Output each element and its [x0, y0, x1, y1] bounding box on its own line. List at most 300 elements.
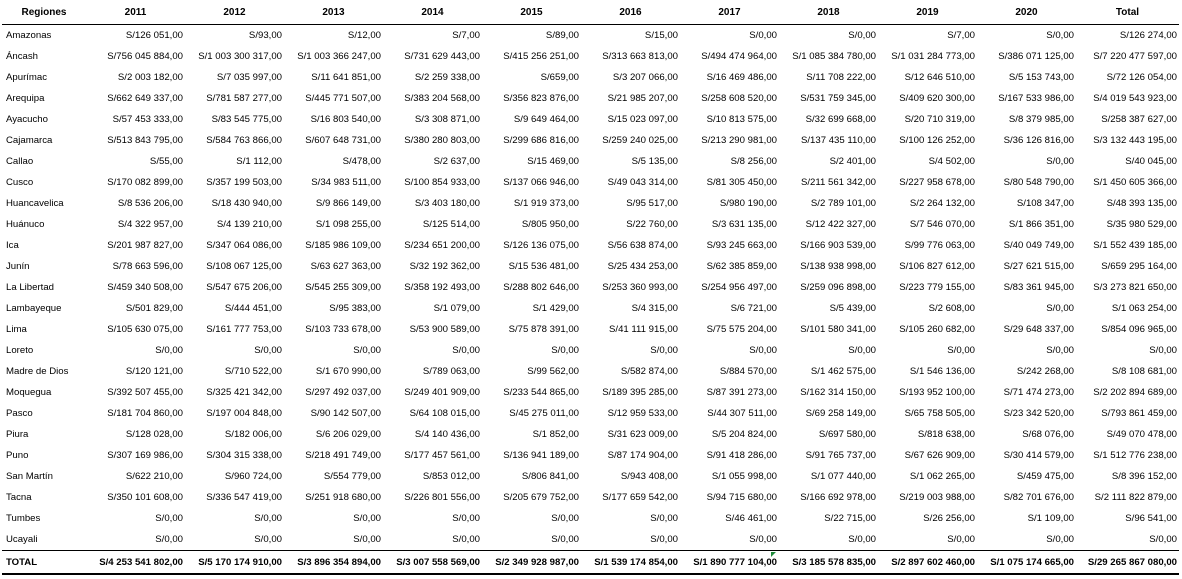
- value-cell[interactable]: S/1 109,00: [1027, 513, 1074, 524]
- value-cell[interactable]: S/34 983 511,00: [311, 177, 381, 188]
- value-cell[interactable]: S/459 475,00: [1016, 471, 1074, 482]
- value-cell[interactable]: S/234 651 200,00: [404, 240, 480, 251]
- value-cell[interactable]: S/254 956 497,00: [701, 282, 777, 293]
- value-cell[interactable]: S/227 958 678,00: [899, 177, 975, 188]
- value-cell[interactable]: S/662 649 337,00: [107, 93, 183, 104]
- value-cell[interactable]: S/607 648 731,00: [305, 135, 381, 146]
- value-cell[interactable]: S/126 274,00: [1119, 30, 1177, 41]
- value-cell[interactable]: S/78 663 596,00: [112, 261, 183, 272]
- value-cell[interactable]: S/219 003 988,00: [899, 492, 975, 503]
- value-cell[interactable]: S/8 536 206,00: [117, 198, 183, 209]
- value-cell[interactable]: S/0,00: [749, 345, 777, 356]
- region-name-cell[interactable]: Ucayali: [6, 534, 38, 545]
- value-cell[interactable]: S/756 045 884,00: [107, 51, 183, 62]
- value-cell[interactable]: S/53 900 589,00: [409, 324, 480, 335]
- region-name-cell[interactable]: La Libertad: [6, 282, 55, 293]
- value-cell[interactable]: S/299 686 816,00: [503, 135, 579, 146]
- value-cell[interactable]: S/2 202 894 689,00: [1093, 387, 1177, 398]
- total-label-cell[interactable]: TOTAL: [2, 551, 86, 575]
- value-cell[interactable]: S/459 340 508,00: [107, 282, 183, 293]
- value-cell[interactable]: S/4 315,00: [631, 303, 678, 314]
- value-cell[interactable]: S/943 408,00: [620, 471, 678, 482]
- value-cell[interactable]: S/211 561 342,00: [800, 177, 876, 188]
- value-cell[interactable]: S/409 620 300,00: [899, 93, 975, 104]
- value-cell[interactable]: S/55,00: [149, 156, 183, 167]
- value-cell[interactable]: S/0,00: [1046, 30, 1074, 41]
- value-cell[interactable]: S/93 245 663,00: [706, 240, 777, 251]
- value-cell[interactable]: S/7,00: [947, 30, 975, 41]
- value-cell[interactable]: S/182 006,00: [224, 429, 282, 440]
- value-cell[interactable]: S/125 514,00: [422, 219, 480, 230]
- total-value-cell[interactable]: S/4 253 541 802,00: [86, 551, 185, 575]
- value-cell[interactable]: S/68 076,00: [1022, 429, 1074, 440]
- value-cell[interactable]: S/7 220 477 597,00: [1093, 51, 1177, 62]
- value-cell[interactable]: S/8 396 152,00: [1111, 471, 1177, 482]
- value-cell[interactable]: S/259 240 025,00: [602, 135, 678, 146]
- value-cell[interactable]: S/197 004 848,00: [206, 408, 282, 419]
- value-cell[interactable]: S/12 422 327,00: [805, 219, 876, 230]
- value-cell[interactable]: S/4 322 957,00: [117, 219, 183, 230]
- region-name-cell[interactable]: Puno: [6, 450, 29, 461]
- value-cell[interactable]: S/0,00: [452, 345, 480, 356]
- value-cell[interactable]: S/1 546 136,00: [909, 366, 975, 377]
- value-cell[interactable]: S/5 153 743,00: [1008, 72, 1074, 83]
- value-cell[interactable]: S/582 874,00: [620, 366, 678, 377]
- value-cell[interactable]: S/15 536 481,00: [508, 261, 579, 272]
- value-cell[interactable]: S/5 439,00: [829, 303, 876, 314]
- value-cell[interactable]: S/0,00: [749, 30, 777, 41]
- value-cell[interactable]: S/347 064 086,00: [206, 240, 282, 251]
- region-name-cell[interactable]: Huánuco: [6, 219, 45, 230]
- value-cell[interactable]: S/7,00: [452, 30, 480, 41]
- region-name-cell[interactable]: Lambayeque: [6, 303, 62, 314]
- value-cell[interactable]: S/0,00: [551, 534, 579, 545]
- total-value-cell[interactable]: S/3 185 578 835,00: [779, 551, 878, 575]
- value-cell[interactable]: S/89,00: [545, 30, 579, 41]
- value-cell[interactable]: S/161 777 753,00: [206, 324, 282, 335]
- value-cell[interactable]: S/659,00: [540, 72, 579, 83]
- value-cell[interactable]: S/0,00: [1149, 534, 1177, 545]
- value-cell[interactable]: S/0,00: [551, 513, 579, 524]
- value-cell[interactable]: S/100 126 252,00: [899, 135, 975, 146]
- value-cell[interactable]: S/4 139 210,00: [216, 219, 282, 230]
- value-cell[interactable]: S/1 866 351,00: [1008, 219, 1074, 230]
- value-cell[interactable]: S/108 347,00: [1016, 198, 1074, 209]
- value-cell[interactable]: S/4 140 436,00: [414, 429, 480, 440]
- value-cell[interactable]: S/380 280 803,00: [404, 135, 480, 146]
- value-cell[interactable]: S/90 142 507,00: [310, 408, 381, 419]
- value-cell[interactable]: S/2 003 182,00: [117, 72, 183, 83]
- value-cell[interactable]: S/45 275 011,00: [509, 408, 579, 419]
- value-cell[interactable]: S/46 461,00: [725, 513, 777, 524]
- value-cell[interactable]: S/3 132 443 195,00: [1093, 135, 1177, 146]
- value-cell[interactable]: S/7 035 997,00: [216, 72, 282, 83]
- value-cell[interactable]: S/16 803 540,00: [310, 114, 381, 125]
- value-cell[interactable]: S/177 457 561,00: [404, 450, 480, 461]
- value-cell[interactable]: S/547 675 206,00: [206, 282, 282, 293]
- value-cell[interactable]: S/105 260 682,00: [899, 324, 975, 335]
- value-cell[interactable]: S/138 938 998,00: [800, 261, 876, 272]
- value-cell[interactable]: S/15 023 097,00: [607, 114, 678, 125]
- value-cell[interactable]: S/223 779 155,00: [899, 282, 975, 293]
- value-cell[interactable]: S/0,00: [452, 513, 480, 524]
- value-cell[interactable]: S/205 679 752,00: [503, 492, 579, 503]
- value-cell[interactable]: S/1 852,00: [532, 429, 579, 440]
- value-cell[interactable]: S/41 111 915,00: [609, 324, 678, 335]
- value-cell[interactable]: S/554 779,00: [323, 471, 381, 482]
- value-cell[interactable]: S/8 256,00: [730, 156, 777, 167]
- value-cell[interactable]: S/0,00: [650, 513, 678, 524]
- value-cell[interactable]: S/23 342 520,00: [1003, 408, 1074, 419]
- value-cell[interactable]: S/0,00: [1046, 303, 1074, 314]
- value-cell[interactable]: S/101 580 341,00: [800, 324, 876, 335]
- value-cell[interactable]: S/9 866 149,00: [315, 198, 381, 209]
- value-cell[interactable]: S/1 003 366 247,00: [297, 51, 381, 62]
- value-cell[interactable]: S/0,00: [452, 534, 480, 545]
- total-value-cell[interactable]: S/2 897 602 460,00: [878, 551, 977, 575]
- value-cell[interactable]: S/21 985 207,00: [607, 93, 678, 104]
- value-cell[interactable]: S/0,00: [254, 534, 282, 545]
- value-cell[interactable]: S/659 295 164,00: [1101, 261, 1177, 272]
- value-cell[interactable]: S/1 552 439 185,00: [1093, 240, 1177, 251]
- value-cell[interactable]: S/1 003 300 317,00: [198, 51, 282, 62]
- value-cell[interactable]: S/1 085 384 780,00: [792, 51, 876, 62]
- value-cell[interactable]: S/0,00: [848, 534, 876, 545]
- value-cell[interactable]: S/4 502,00: [928, 156, 975, 167]
- value-cell[interactable]: S/0,00: [155, 534, 183, 545]
- value-cell[interactable]: S/3 631 135,00: [711, 219, 777, 230]
- region-name-cell[interactable]: Moquegua: [6, 387, 52, 398]
- value-cell[interactable]: S/313 663 813,00: [602, 51, 678, 62]
- value-cell[interactable]: S/75 575 204,00: [706, 324, 777, 335]
- value-cell[interactable]: S/781 587 277,00: [206, 93, 282, 104]
- region-name-cell[interactable]: Pasco: [6, 408, 33, 419]
- value-cell[interactable]: S/336 547 419,00: [206, 492, 282, 503]
- region-name-cell[interactable]: Tumbes: [6, 513, 41, 524]
- value-cell[interactable]: S/67 626 909,00: [904, 450, 975, 461]
- value-cell[interactable]: S/106 827 612,00: [899, 261, 975, 272]
- value-cell[interactable]: S/0,00: [1149, 345, 1177, 356]
- column-header-2011[interactable]: 2011: [86, 1, 185, 25]
- value-cell[interactable]: S/0,00: [1046, 156, 1074, 167]
- value-cell[interactable]: S/2 264 132,00: [909, 198, 975, 209]
- value-cell[interactable]: S/162 314 150,00: [800, 387, 876, 398]
- value-cell[interactable]: S/697 580,00: [818, 429, 876, 440]
- value-cell[interactable]: S/1 079,00: [433, 303, 480, 314]
- value-cell[interactable]: S/65 758 505,00: [904, 408, 975, 419]
- value-cell[interactable]: S/0,00: [650, 345, 678, 356]
- value-cell[interactable]: S/91 418 286,00: [706, 450, 777, 461]
- value-cell[interactable]: S/193 952 100,00: [899, 387, 975, 398]
- value-cell[interactable]: S/9 649 464,00: [513, 114, 579, 125]
- value-cell[interactable]: S/0,00: [551, 345, 579, 356]
- value-cell[interactable]: S/56 638 874,00: [607, 240, 678, 251]
- value-cell[interactable]: S/253 360 993,00: [602, 282, 678, 293]
- value-cell[interactable]: S/415 256 251,00: [503, 51, 579, 62]
- value-cell[interactable]: S/392 507 455,00: [107, 387, 183, 398]
- value-cell[interactable]: S/0,00: [650, 534, 678, 545]
- value-cell[interactable]: S/11 641 851,00: [311, 72, 381, 83]
- value-cell[interactable]: S/93,00: [248, 30, 282, 41]
- value-cell[interactable]: S/72 126 054,00: [1106, 72, 1177, 83]
- value-cell[interactable]: S/177 659 542,00: [602, 492, 678, 503]
- value-cell[interactable]: S/103 733 678,00: [305, 324, 381, 335]
- region-name-cell[interactable]: Amazonas: [6, 30, 52, 41]
- value-cell[interactable]: S/62 385 859,00: [706, 261, 777, 272]
- value-cell[interactable]: S/1 063 254,00: [1111, 303, 1177, 314]
- value-cell[interactable]: S/40 049 749,00: [1003, 240, 1074, 251]
- value-cell[interactable]: S/213 290 981,00: [701, 135, 777, 146]
- value-cell[interactable]: S/136 941 189,00: [503, 450, 579, 461]
- value-cell[interactable]: S/99 776 063,00: [904, 240, 975, 251]
- value-cell[interactable]: S/5 204 824,00: [711, 429, 777, 440]
- total-value-cell[interactable]: S/29 265 867 080,00: [1076, 551, 1179, 575]
- value-cell[interactable]: S/12 959 533,00: [607, 408, 678, 419]
- region-name-cell[interactable]: Tacna: [6, 492, 32, 503]
- value-cell[interactable]: S/1 112,00: [236, 156, 282, 167]
- region-name-cell[interactable]: Cusco: [6, 177, 34, 188]
- value-cell[interactable]: S/2 259 338,00: [414, 72, 480, 83]
- value-cell[interactable]: S/5 135,00: [631, 156, 678, 167]
- total-value-cell[interactable]: S/1 890 777 104,00: [680, 551, 779, 575]
- column-header-2017[interactable]: 2017: [680, 1, 779, 25]
- value-cell[interactable]: S/258 608 520,00: [701, 93, 777, 104]
- value-cell[interactable]: S/16 469 486,00: [706, 72, 777, 83]
- region-name-cell[interactable]: Arequipa: [6, 93, 45, 104]
- value-cell[interactable]: S/83 361 945,00: [1003, 282, 1074, 293]
- value-cell[interactable]: S/383 204 568,00: [404, 93, 480, 104]
- value-cell[interactable]: S/2 401,00: [829, 156, 876, 167]
- value-cell[interactable]: S/10 813 575,00: [706, 114, 777, 125]
- column-header-2016[interactable]: 2016: [581, 1, 680, 25]
- value-cell[interactable]: S/494 474 964,00: [701, 51, 777, 62]
- value-cell[interactable]: S/1 031 284 773,00: [891, 51, 975, 62]
- value-cell[interactable]: S/83 545 775,00: [211, 114, 282, 125]
- column-header-2019[interactable]: 2019: [878, 1, 977, 25]
- value-cell[interactable]: S/0,00: [155, 345, 183, 356]
- value-cell[interactable]: S/8 379 985,00: [1008, 114, 1074, 125]
- value-cell[interactable]: S/0,00: [353, 513, 381, 524]
- value-cell[interactable]: S/80 548 790,00: [1003, 177, 1074, 188]
- column-header-2020[interactable]: 2020: [977, 1, 1076, 25]
- value-cell[interactable]: S/386 071 125,00: [998, 51, 1074, 62]
- value-cell[interactable]: S/82 701 676,00: [1003, 492, 1074, 503]
- value-cell[interactable]: S/0,00: [254, 345, 282, 356]
- value-cell[interactable]: S/288 802 646,00: [503, 282, 579, 293]
- value-cell[interactable]: S/87 391 273,00: [706, 387, 777, 398]
- value-cell[interactable]: S/75 878 391,00: [508, 324, 579, 335]
- value-cell[interactable]: S/35 980 529,00: [1106, 219, 1177, 230]
- value-cell[interactable]: S/0,00: [1046, 345, 1074, 356]
- region-name-cell[interactable]: Apurímac: [6, 72, 48, 83]
- column-header-2013[interactable]: 2013: [284, 1, 383, 25]
- value-cell[interactable]: S/108 067 125,00: [206, 261, 282, 272]
- value-cell[interactable]: S/1 450 605 366,00: [1093, 177, 1177, 188]
- value-cell[interactable]: S/18 430 940,00: [211, 198, 282, 209]
- value-cell[interactable]: S/201 987 827,00: [107, 240, 183, 251]
- region-name-cell[interactable]: Ica: [6, 240, 19, 251]
- value-cell[interactable]: S/356 823 876,00: [503, 93, 579, 104]
- value-cell[interactable]: S/26 256,00: [923, 513, 975, 524]
- value-cell[interactable]: S/2 608,00: [928, 303, 975, 314]
- region-name-cell[interactable]: Cajamarca: [6, 135, 53, 146]
- value-cell[interactable]: S/63 627 363,00: [310, 261, 381, 272]
- value-cell[interactable]: S/0,00: [848, 345, 876, 356]
- value-cell[interactable]: S/49 070 478,00: [1106, 429, 1177, 440]
- value-cell[interactable]: S/96 541,00: [1125, 513, 1177, 524]
- value-cell[interactable]: S/2 637,00: [433, 156, 480, 167]
- value-cell[interactable]: S/94 715 680,00: [706, 492, 777, 503]
- value-cell[interactable]: S/36 126 816,00: [1003, 135, 1074, 146]
- value-cell[interactable]: S/1 098 255,00: [315, 219, 381, 230]
- value-cell[interactable]: S/91 765 737,00: [805, 450, 876, 461]
- value-cell[interactable]: S/27 621 515,00: [1003, 261, 1074, 272]
- value-cell[interactable]: S/307 169 986,00: [107, 450, 183, 461]
- value-cell[interactable]: S/980 190,00: [719, 198, 777, 209]
- value-cell[interactable]: S/325 421 342,00: [206, 387, 282, 398]
- value-cell[interactable]: S/22 760,00: [626, 219, 678, 230]
- value-cell[interactable]: S/0,00: [155, 513, 183, 524]
- value-cell[interactable]: S/226 801 556,00: [404, 492, 480, 503]
- value-cell[interactable]: S/57 453 333,00: [112, 114, 183, 125]
- value-cell[interactable]: S/166 692 978,00: [800, 492, 876, 503]
- value-cell[interactable]: S/126 136 075,00: [503, 240, 579, 251]
- total-value-cell[interactable]: S/1 539 174 854,00: [581, 551, 680, 575]
- value-cell[interactable]: S/32 699 668,00: [805, 114, 876, 125]
- value-cell[interactable]: S/49 043 314,00: [607, 177, 678, 188]
- value-cell[interactable]: S/445 771 507,00: [305, 93, 381, 104]
- value-cell[interactable]: S/358 192 493,00: [404, 282, 480, 293]
- value-cell[interactable]: S/100 854 933,00: [404, 177, 480, 188]
- value-cell[interactable]: S/258 387 627,00: [1101, 114, 1177, 125]
- region-name-cell[interactable]: Piura: [6, 429, 29, 440]
- region-name-cell[interactable]: Loreto: [6, 345, 34, 356]
- value-cell[interactable]: S/120 121,00: [125, 366, 183, 377]
- value-cell[interactable]: S/128 028,00: [125, 429, 183, 440]
- value-cell[interactable]: S/3 308 871,00: [414, 114, 480, 125]
- region-name-cell[interactable]: Huancavelica: [6, 198, 64, 209]
- value-cell[interactable]: S/3 403 180,00: [414, 198, 480, 209]
- total-value-cell[interactable]: S/5 170 174 910,00: [185, 551, 284, 575]
- column-header-2015[interactable]: 2015: [482, 1, 581, 25]
- value-cell[interactable]: S/69 258 149,00: [805, 408, 876, 419]
- value-cell[interactable]: S/0,00: [353, 534, 381, 545]
- value-cell[interactable]: S/884 570,00: [719, 366, 777, 377]
- value-cell[interactable]: S/249 401 909,00: [404, 387, 480, 398]
- value-cell[interactable]: S/1 670 990,00: [315, 366, 381, 377]
- value-cell[interactable]: S/622 210,00: [125, 471, 183, 482]
- value-cell[interactable]: S/95 383,00: [329, 303, 381, 314]
- column-header-2012[interactable]: 2012: [185, 1, 284, 25]
- value-cell[interactable]: S/30 414 579,00: [1003, 450, 1074, 461]
- value-cell[interactable]: S/297 492 037,00: [305, 387, 381, 398]
- value-cell[interactable]: S/44 307 511,00: [707, 408, 777, 419]
- value-cell[interactable]: S/181 704 860,00: [107, 408, 183, 419]
- value-cell[interactable]: S/166 903 539,00: [800, 240, 876, 251]
- value-cell[interactable]: S/818 638,00: [917, 429, 975, 440]
- value-cell[interactable]: S/95 517,00: [626, 198, 678, 209]
- value-cell[interactable]: S/0,00: [749, 534, 777, 545]
- value-cell[interactable]: S/6 206 029,00: [315, 429, 381, 440]
- value-cell[interactable]: S/7 546 070,00: [909, 219, 975, 230]
- value-cell[interactable]: S/0,00: [353, 345, 381, 356]
- value-cell[interactable]: S/11 708 222,00: [806, 72, 876, 83]
- value-cell[interactable]: S/233 544 865,00: [503, 387, 579, 398]
- value-cell[interactable]: S/15 469,00: [527, 156, 579, 167]
- value-cell[interactable]: S/48 393 135,00: [1106, 198, 1177, 209]
- value-cell[interactable]: S/64 108 015,00: [409, 408, 480, 419]
- value-cell[interactable]: S/12,00: [347, 30, 381, 41]
- value-cell[interactable]: S/170 082 899,00: [107, 177, 183, 188]
- column-header-2018[interactable]: 2018: [779, 1, 878, 25]
- value-cell[interactable]: S/15,00: [644, 30, 678, 41]
- value-cell[interactable]: S/0,00: [254, 513, 282, 524]
- value-cell[interactable]: S/304 315 338,00: [206, 450, 282, 461]
- value-cell[interactable]: S/513 843 795,00: [107, 135, 183, 146]
- column-header-total[interactable]: Total: [1076, 1, 1179, 25]
- value-cell[interactable]: S/105 630 075,00: [107, 324, 183, 335]
- value-cell[interactable]: S/710 522,00: [224, 366, 282, 377]
- value-cell[interactable]: S/478,00: [342, 156, 381, 167]
- value-cell[interactable]: S/2 789 101,00: [810, 198, 876, 209]
- column-header-regiones[interactable]: Regiones: [2, 1, 86, 25]
- value-cell[interactable]: S/2 111 822 879,00: [1094, 492, 1177, 503]
- value-cell[interactable]: S/805 950,00: [521, 219, 579, 230]
- value-cell[interactable]: S/87 174 904,00: [607, 450, 678, 461]
- value-cell[interactable]: S/1 429,00: [532, 303, 579, 314]
- value-cell[interactable]: S/531 759 345,00: [800, 93, 876, 104]
- value-cell[interactable]: S/25 434 253,00: [607, 261, 678, 272]
- value-cell[interactable]: S/545 255 309,00: [305, 282, 381, 293]
- value-cell[interactable]: S/20 710 319,00: [904, 114, 975, 125]
- value-cell[interactable]: S/31 623 009,00: [607, 429, 678, 440]
- value-cell[interactable]: S/251 918 680,00: [305, 492, 381, 503]
- value-cell[interactable]: S/71 474 273,00: [1003, 387, 1074, 398]
- column-header-2014[interactable]: 2014: [383, 1, 482, 25]
- value-cell[interactable]: S/1 077 440,00: [810, 471, 876, 482]
- value-cell[interactable]: S/444 451,00: [224, 303, 282, 314]
- value-cell[interactable]: S/81 305 450,00: [706, 177, 777, 188]
- value-cell[interactable]: S/731 629 443,00: [404, 51, 480, 62]
- value-cell[interactable]: S/1 062 265,00: [909, 471, 975, 482]
- value-cell[interactable]: S/32 192 362,00: [409, 261, 480, 272]
- region-name-cell[interactable]: Madre de Dios: [6, 366, 69, 377]
- region-name-cell[interactable]: Áncash: [6, 51, 38, 62]
- value-cell[interactable]: S/185 986 109,00: [305, 240, 381, 251]
- total-value-cell[interactable]: S/3 896 354 894,00: [284, 551, 383, 575]
- value-cell[interactable]: S/137 435 110,00: [800, 135, 876, 146]
- value-cell[interactable]: S/22 715,00: [824, 513, 876, 524]
- value-cell[interactable]: S/584 763 866,00: [206, 135, 282, 146]
- value-cell[interactable]: S/1 055 998,00: [711, 471, 777, 482]
- value-cell[interactable]: S/0,00: [947, 534, 975, 545]
- value-cell[interactable]: S/853 012,00: [422, 471, 480, 482]
- value-cell[interactable]: S/789 063,00: [422, 366, 480, 377]
- value-cell[interactable]: S/806 841,00: [521, 471, 579, 482]
- value-cell[interactable]: S/12 646 510,00: [904, 72, 975, 83]
- value-cell[interactable]: S/960 724,00: [224, 471, 282, 482]
- value-cell[interactable]: S/40 045,00: [1125, 156, 1177, 167]
- value-cell[interactable]: S/3 273 821 650,00: [1093, 282, 1177, 293]
- value-cell[interactable]: S/259 096 898,00: [800, 282, 876, 293]
- value-cell[interactable]: S/3 207 066,00: [612, 72, 678, 83]
- value-cell[interactable]: S/4 019 543 923,00: [1093, 93, 1177, 104]
- value-cell[interactable]: S/1 919 373,00: [513, 198, 579, 209]
- region-name-cell[interactable]: Callao: [6, 156, 34, 167]
- total-value-cell[interactable]: S/3 007 558 569,00: [383, 551, 482, 575]
- value-cell[interactable]: S/242 268,00: [1016, 366, 1074, 377]
- value-cell[interactable]: S/501 829,00: [125, 303, 183, 314]
